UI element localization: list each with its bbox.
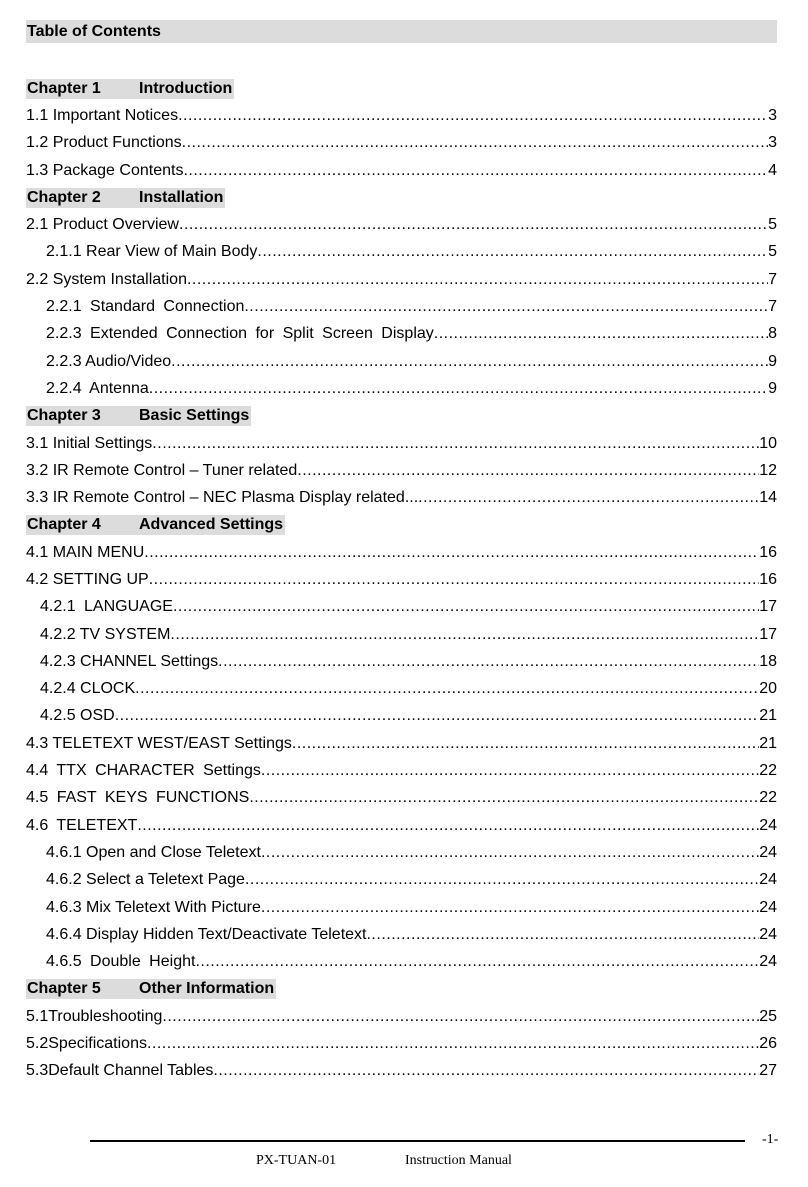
- entry-label: 4.4 TTX CHARACTER Settings: [26, 762, 261, 780]
- entry-label: Specifications: [48, 1035, 147, 1053]
- footer-rule: [90, 1140, 745, 1142]
- entry-label: Troubleshooting: [48, 1007, 163, 1025]
- toc-entry[interactable]: [26, 949, 777, 976]
- entry-label: 2.2.3 Audio/Video: [46, 352, 172, 370]
- toc-entry[interactable]: [26, 867, 777, 894]
- dot-leader: [418, 489, 759, 507]
- toc-entry[interactable]: [26, 921, 777, 948]
- entry-page: 24: [759, 843, 777, 861]
- dot-leader: [218, 653, 759, 671]
- entry-label: 3.1 Initial Settings: [26, 434, 153, 452]
- toc-entry[interactable]: [26, 894, 777, 921]
- dot-leader: [170, 626, 759, 644]
- dot-leader: [149, 571, 760, 589]
- entry-label: Default Channel Tables: [48, 1062, 214, 1080]
- entry-page: 27: [759, 1062, 777, 1080]
- entry-label: 4.2.5 OSD: [40, 707, 115, 725]
- entry-page: 16: [759, 570, 777, 588]
- dot-leader: [366, 926, 759, 944]
- dot-leader: [195, 953, 759, 971]
- dot-leader: [171, 353, 768, 371]
- toc-entry[interactable]: [26, 1058, 777, 1085]
- entry-label: 4.6.4 Display Hidden Text/Deactivate Teletext: [46, 925, 367, 943]
- entry-label: 4.2.4 CLOCK: [40, 680, 136, 698]
- toc-entry[interactable]: [26, 430, 777, 457]
- dot-leader: [187, 271, 768, 289]
- dot-leader: [261, 762, 759, 780]
- dot-leader: [257, 243, 768, 261]
- entry-label: 2.2 System Installation: [26, 270, 187, 288]
- toc-entry[interactable]: [26, 730, 777, 757]
- entry-page: 20: [759, 680, 777, 698]
- dot-leader: [245, 871, 759, 889]
- entry-label: 1.3 Package Contents: [26, 161, 184, 179]
- entry-page: 24: [759, 898, 777, 916]
- toc-entry[interactable]: [26, 293, 777, 320]
- chapter-title: Other Information: [139, 980, 275, 998]
- entry-label: 4.2.2 TV SYSTEM: [40, 625, 171, 643]
- dot-leader: [182, 134, 768, 152]
- entry-page: 22: [759, 789, 777, 807]
- entry-label: 2.1.1 Rear View of Main Body: [46, 243, 258, 261]
- entry-page: 21: [759, 707, 777, 725]
- toc-entry[interactable]: [26, 1003, 777, 1030]
- entry-label: 4.3 TELETEXT WEST/EAST Settings: [26, 734, 292, 752]
- dot-leader: [135, 680, 759, 698]
- toc-entry[interactable]: [26, 566, 777, 593]
- entry-page: 24: [759, 816, 777, 834]
- entry-page: 12: [759, 461, 777, 479]
- chapter-number: Chapter 5: [27, 980, 101, 998]
- entry-label: 4.5 FAST KEYS FUNCTIONS: [26, 789, 250, 807]
- dot-leader: [261, 899, 759, 917]
- entry-label: 4.6.1 Open and Close Teletext: [46, 843, 261, 861]
- entry-page: 26: [759, 1035, 777, 1053]
- dot-leader: [144, 544, 759, 562]
- dot-leader: [115, 707, 760, 725]
- chapter-heading: [26, 512, 777, 539]
- entry-page: 10: [759, 434, 777, 452]
- entry-number: 5.2: [26, 1035, 49, 1053]
- entry-page: 8: [768, 325, 777, 343]
- toc-entry[interactable]: [26, 785, 777, 812]
- toc-entry[interactable]: [26, 594, 777, 621]
- entry-label: 1.1 Important Notices: [26, 106, 179, 124]
- entry-label: 4.1 MAIN MENU: [26, 543, 145, 561]
- entry-page: 24: [759, 953, 777, 971]
- toc-entry[interactable]: [26, 484, 777, 511]
- entry-page: 16: [759, 543, 777, 561]
- entry-label: 3.2 IR Remote Control – Tuner related: [26, 461, 298, 479]
- document-page: [26, 20, 777, 1085]
- dot-leader: [249, 789, 759, 807]
- toc-entry[interactable]: [26, 102, 777, 129]
- entry-page: 9: [768, 379, 777, 397]
- dot-leader: [152, 435, 759, 453]
- toc-entry[interactable]: [26, 211, 777, 238]
- dot-leader: [292, 735, 759, 753]
- chapter-title: Advanced Settings: [139, 516, 284, 534]
- entry-label: 4.6.2 Select a Teletext Page: [46, 871, 245, 889]
- dot-leader: [213, 1062, 759, 1080]
- toc-entry[interactable]: [26, 157, 777, 184]
- entry-page: 3: [768, 106, 777, 124]
- toc-entry[interactable]: [26, 539, 777, 566]
- entry-number: 5.1: [26, 1007, 49, 1025]
- chapter-number: Chapter 3: [27, 407, 101, 425]
- toc-entry[interactable]: [26, 239, 777, 266]
- toc-entry[interactable]: [26, 648, 777, 675]
- entry-page: 9: [768, 352, 777, 370]
- toc-entry[interactable]: [26, 812, 777, 839]
- toc-entry[interactable]: [26, 348, 777, 375]
- entry-page: 4: [768, 161, 777, 179]
- page-number: -1-: [762, 1132, 779, 1147]
- entry-page: 22: [759, 762, 777, 780]
- chapter-number: Chapter 4: [27, 516, 101, 534]
- entry-label: 4.6 TELETEXT: [26, 816, 138, 834]
- entry-page: 17: [759, 625, 777, 643]
- toc-entry[interactable]: [26, 621, 777, 648]
- toc-entry[interactable]: [26, 839, 777, 866]
- dot-leader: [147, 1035, 759, 1053]
- chapter-title: Introduction: [139, 79, 233, 97]
- entry-label: 1.2 Product Functions: [26, 134, 182, 152]
- toc-entry[interactable]: [26, 676, 777, 703]
- dot-leader: [434, 325, 768, 343]
- chapter-number: Chapter 2: [27, 188, 101, 206]
- dot-leader: [137, 817, 759, 835]
- entry-page: 5: [768, 216, 777, 234]
- toc-entry[interactable]: [26, 130, 777, 157]
- entry-label: 4.6.3 Mix Teletext With Picture: [46, 898, 261, 916]
- toc-entry[interactable]: [26, 1030, 777, 1057]
- dot-leader: [179, 216, 768, 234]
- dot-leader: [261, 844, 759, 862]
- chapter-heading: [26, 403, 777, 430]
- toc-entry[interactable]: [26, 757, 777, 784]
- chapter-heading: [26, 976, 777, 1003]
- toc-entry[interactable]: [26, 703, 777, 730]
- entry-page: 24: [759, 871, 777, 889]
- chapter-title: Basic Settings: [139, 407, 250, 425]
- entry-label: 2.2.4 Antenna: [46, 379, 149, 397]
- entry-page: 5: [768, 243, 777, 261]
- chapter-heading: [26, 184, 777, 211]
- footer-doc-type: Instruction Manual: [405, 1153, 512, 1168]
- entry-page: 14: [759, 489, 777, 507]
- entry-page: 24: [759, 925, 777, 943]
- toc-title: Table of Contents: [26, 20, 777, 43]
- dot-leader: [149, 380, 768, 398]
- entry-label: 4.2.1 LANGUAGE: [40, 598, 173, 616]
- entry-page: 3: [768, 134, 777, 152]
- entry-page: 7: [768, 270, 777, 288]
- dot-leader: [244, 298, 768, 316]
- entry-page: 18: [759, 652, 777, 670]
- chapter-heading: [26, 75, 777, 102]
- dot-leader: [297, 462, 759, 480]
- entry-label: 4.6.5 Double Height: [46, 953, 196, 971]
- entry-label: 2.2.3 Extended Connection for Split Screen Display: [46, 325, 434, 343]
- dot-leader: [178, 107, 768, 125]
- toc-entry[interactable]: [26, 375, 777, 402]
- entry-page: 7: [768, 298, 777, 316]
- entry-page: 25: [759, 1007, 777, 1025]
- toc-entry[interactable]: [26, 266, 777, 293]
- dot-leader: [183, 162, 768, 180]
- entry-page: 17: [759, 598, 777, 616]
- entry-label: 3.3 IR Remote Control – NEC Plasma Display related...: [26, 489, 419, 507]
- dot-leader: [162, 1008, 759, 1026]
- entry-page: 21: [759, 734, 777, 752]
- toc-entry[interactable]: [26, 321, 777, 348]
- entry-label: 4.2.3 CHANNEL Settings: [40, 652, 219, 670]
- entry-number: 5.3: [26, 1062, 49, 1080]
- toc-list: [26, 75, 777, 1085]
- toc-entry[interactable]: [26, 457, 777, 484]
- entry-label: 2.2.1 Standard Connection: [46, 298, 245, 316]
- entry-label: 2.1 Product Overview: [26, 216, 179, 234]
- entry-label: 4.2 SETTING UP: [26, 570, 149, 588]
- footer-model: PX-TUAN-01: [256, 1153, 337, 1168]
- chapter-number: Chapter 1: [27, 79, 101, 97]
- chapter-title: Installation: [139, 188, 224, 206]
- dot-leader: [173, 598, 759, 616]
